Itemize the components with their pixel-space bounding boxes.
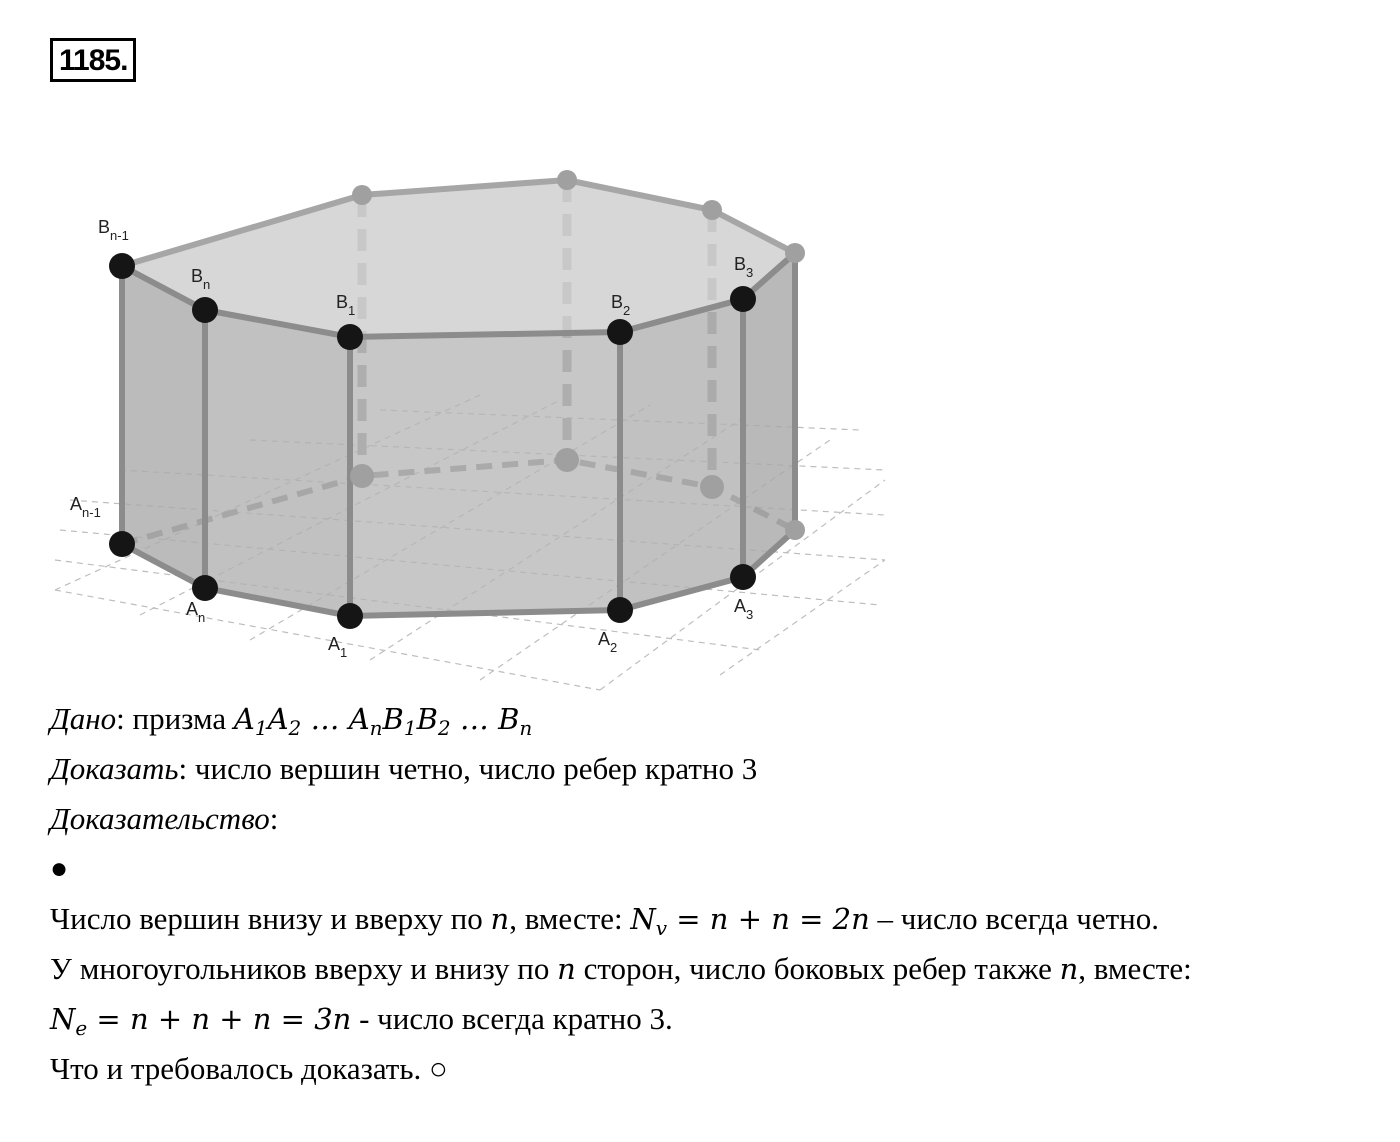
given-line [50, 694, 1192, 744]
vertex-b2 [607, 319, 633, 345]
lateral-face [620, 299, 743, 610]
label-a3: $A_3$ [734, 596, 754, 622]
proof-line-1: Число вершин внизу и вверху по n, вместе: $N_v = n + n = 2n$ – число всегда четно. [50, 901, 1159, 940]
given-sep: : [116, 701, 125, 736]
proof-sep: : [269, 801, 279, 836]
lateral-face [205, 310, 350, 616]
proof-label: Доказательство [50, 801, 270, 836]
label-b2: $B_2$ [611, 292, 631, 318]
lateral-face [122, 266, 205, 588]
prove-text: : число вершин четно, число ребер кратно 3 [178, 751, 758, 786]
vertex-an [192, 575, 218, 601]
vertex-bn [192, 297, 218, 323]
prove-label: Доказать [50, 751, 179, 786]
label-an1: $A_{n-1}$ [70, 494, 101, 520]
vertex-a2 [607, 597, 633, 623]
label-a2: $A_2$ [598, 629, 618, 655]
prove-line [50, 744, 1192, 794]
given-label: Дано [50, 701, 117, 736]
proof-bullet: ● [50, 852, 69, 885]
label-an: $A_n$ [186, 599, 206, 625]
label-a1: $A_1$ [328, 634, 348, 660]
vertex-an1 [109, 531, 135, 557]
proof-line-3: $N_e = n + n + n = 3n$ - число всегда кратно 3. [50, 1001, 673, 1040]
problem-number: 1185. [50, 38, 136, 82]
vertex-b1 [337, 324, 363, 350]
proof-line-2: У многоугольников вверху и внизу по n сторон, число боковых ребер также n, вместе: [50, 951, 1192, 986]
given-math: $A_1A_2$ … $A_nB_1B_2$ … $B_n$ [233, 702, 533, 740]
proof-heading [50, 794, 1192, 844]
label-bn: $B_n$ [191, 266, 211, 292]
vertex-bn1 [109, 253, 135, 279]
vertex-a1 [337, 603, 363, 629]
label-b1: $B_1$ [336, 292, 356, 318]
vertex-b3 [730, 286, 756, 312]
lateral-face [350, 332, 620, 616]
conclusion-line: Что и требовалось доказать. ○ [50, 1051, 448, 1086]
label-b3: $B_3$ [734, 254, 754, 280]
vertex-a3 [730, 564, 756, 590]
given-text: призма [124, 701, 234, 736]
label-bn1: $B_{n-1}$ [98, 217, 129, 243]
solution-text [50, 694, 1192, 1094]
